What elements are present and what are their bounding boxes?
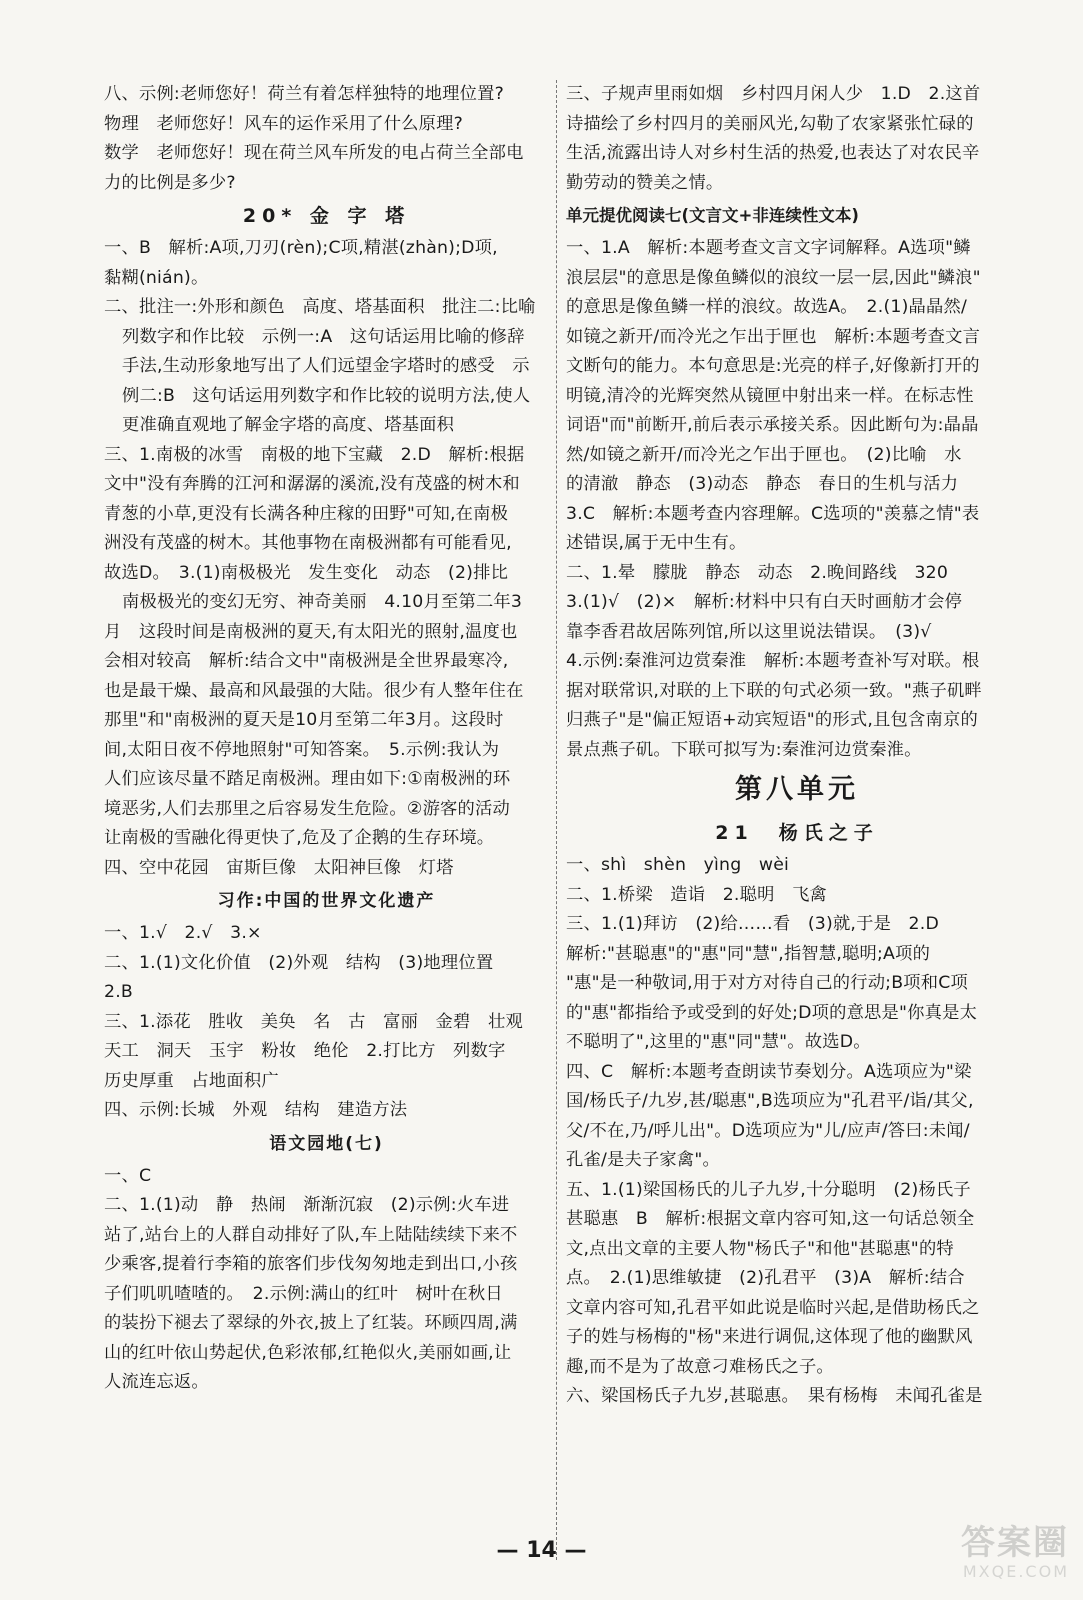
text-line: "惠"是一种敬词,用于对方对待自己的行动;B项和C项 — [566, 973, 968, 993]
text-line: 间,太阳日夜不停地照射"可知答案。 5.示例:我认为 — [104, 739, 500, 760]
text-line: 3.C 解析:本题考查内容理解。C选项的"羡慕之情"表 — [566, 503, 980, 524]
text-line: 的"惠"都指给予或受到的好处;D项的意思是"你真是太 — [566, 1002, 978, 1023]
text-line: 二、1.(1)文化价值 (2)外观 结构 (3)地理位置 — [104, 952, 494, 973]
text-line: 四、示例:长城 外观 结构 建造方法 — [104, 1100, 408, 1120]
text-line: 少乘客,提着行李箱的旅客们步伐匆匆地走到出口,小孩 — [104, 1254, 518, 1274]
text-line: 让南极的雪融化得更快了,危及了企鹅的生存环境。 — [104, 828, 495, 848]
text-line: 词语"而"前断开,前后表示承接关系。因此断句为:晶晶 — [566, 415, 979, 435]
text-line: 3.(1)√ (2)× 解析:材料中只有白天时画舫才会停 — [566, 592, 963, 612]
text-line: 也是最干燥、最高和风最强的大陆。很少有人整年住在 — [104, 680, 524, 701]
text-line: 天工 洞天 玉宇 粉妆 绝伦 2.打比方 列数字 — [104, 1041, 506, 1061]
text-line: 月 这段时间是南极洲的夏天,有太阳光的照射,温度也 — [104, 621, 518, 642]
column-divider — [556, 80, 557, 1560]
text-line: 不聪明了",这里的"惠"同"慧"。故选D。 — [566, 1032, 871, 1052]
text-line: 2.B — [104, 982, 133, 1002]
text-line: 的装扮下褪去了翠绿的外衣,披上了红装。环顾四周,满 — [104, 1313, 518, 1333]
page-number: — 14 — — [496, 1538, 587, 1563]
text-line: 一、C — [104, 1165, 152, 1186]
text-line: 境恶劣,人们去那里之后容易发生危险。②游客的活动 — [104, 798, 510, 819]
text-line: 述错误,属于无中生有。 — [566, 533, 747, 553]
text-line: 八、示例:老师您好！荷兰有着怎样独特的地理位置? — [104, 84, 504, 104]
text-line: 据对联常识,对联的上下联的句式必须一致。"燕子矶畔 — [566, 680, 982, 701]
text-line: 三、1.南极的冰雪 南极的地下宝藏 2.D 解析:根据 — [104, 444, 525, 465]
text-line: 勤劳动的赞美之情。 — [566, 172, 724, 193]
text-line: 三、1.添花 胜收 美奂 名 古 富丽 金碧 壮观 — [104, 1011, 523, 1032]
text-line: 国/杨氏子/九岁,甚/聪惠",B选项应为"孔君平/诣/其父, — [566, 1091, 974, 1111]
text-line: 会相对较高 解析:结合文中"南极洲是全世界最寒冷, — [104, 651, 509, 671]
text-line: 六、梁国杨氏子九岁,甚聪惠。 果有杨梅 未闻孔雀是 — [566, 1386, 983, 1406]
text-line: 4.示例:秦淮河边赏秦淮 解析:本题考查补写对联。根 — [566, 651, 980, 671]
text-line: 四、空中花园 宙斯巨像 太阳神巨像 灯塔 — [104, 857, 454, 878]
text-line: 力的比例是多少? — [104, 172, 236, 193]
text-line: 三、子规声里雨如烟 乡村四月闲人少 1.D 2.这首 — [566, 84, 981, 104]
text-line: 历史厚重 占地面积广 — [104, 1070, 279, 1091]
text-line: 文,点出文章的主要人物"杨氏子"和他"甚聪惠"的特 — [566, 1238, 954, 1259]
text-line: 的清澈 静态 (3)动态 静态 春日的生机与活力 — [566, 474, 959, 494]
text-line: 生活,流露出诗人对乡村生活的热爱,也表达了对农民辛 — [566, 143, 980, 163]
text-line: 子的姓与杨梅的"杨"来进行调侃,这体现了他的幽默风 — [566, 1327, 973, 1347]
section-heading: 21 杨氏之子 — [715, 822, 879, 844]
text-line: 山的红叶依山势起伏,色彩浓郁,红艳似火,美丽如画,让 — [104, 1342, 512, 1363]
text-line: 文断句的能力。本句意思是:光亮的样子,好像新打开的 — [566, 356, 980, 376]
text-line: 二、1.晕 朦胧 静态 动态 2.晚间路线 320 — [566, 562, 949, 583]
text-line: 更准确直观地了解金字塔的高度、塔基面积 — [122, 415, 455, 435]
text-line: 归燕子"是"偏正短语+动宾短语"的形式,且包含南京的 — [566, 710, 978, 730]
section-heading: 单元提优阅读七(文言文+非连续性文本) — [566, 206, 859, 225]
text-line: 青葱的小草,更没有长满各种庄稼的田野"可知,在南极 — [104, 503, 509, 524]
text-line: 例二:B 这句话运用列数字和作比较的说明方法,使人 — [122, 385, 531, 406]
text-line: 诗描绘了乡村四月的美丽风光,勾勒了农家紧张忙碌的 — [566, 113, 974, 134]
text-line: 站了,站台上的人群自动排好了队,车上陆陆续续下来不 — [104, 1224, 518, 1245]
left-column — [104, 80, 549, 1398]
text-line: 文中"没有奔腾的江河和潺潺的溪流,没有茂盛的树木和 — [104, 474, 520, 494]
text-line: 一、1.A 解析:本题考查文言文字词解释。A选项"鳞 — [566, 238, 971, 258]
text-line: 五、1.(1)梁国杨氏的儿子九岁,十分聪明 (2)杨氏子 — [566, 1179, 971, 1200]
text-line: 一、B 解析:A项,刀刃(rèn);C项,精湛(zhàn);D项, — [104, 238, 498, 258]
text-line: 趣,而不是为了故意刁难杨氏之子。 — [566, 1356, 834, 1377]
text-line: 二、1.桥梁 造诣 2.聪明 飞禽 — [566, 884, 828, 905]
text-line: 然/如镜之新开/而冷光之乍出于匣也。 (2)比喻 水 — [566, 444, 962, 465]
text-line: 二、1.(1)动 静 热闹 渐渐沉寂 (2)示例:火车进 — [104, 1195, 510, 1215]
section-heading: 习作:中国的世界文化遗产 — [217, 891, 436, 911]
text-line: 甚聪惠 B 解析:根据文章内容可知,这一句话总领全 — [566, 1209, 975, 1229]
text-line: 四、C 解析:本题考查朗读节奏划分。A选项应为"梁 — [566, 1061, 972, 1082]
text-line: 三、1.(1)拜访 (2)给……看 (3)就,于是 2.D — [566, 914, 939, 934]
text-line: 如镜之新开/而冷光之乍出于匣也 解析:本题考查文言 — [566, 326, 981, 347]
text-line: 黏糊(nián)。 — [104, 267, 209, 288]
text-line: 文章内容可知,孔君平如此说是临时兴起,是借助杨氏之 — [566, 1297, 980, 1318]
text-line: 一、shì shèn yìng wèi — [566, 855, 790, 875]
text-line: 物理 老师您好！风车的运作采用了什么原理? — [104, 113, 463, 134]
section-heading: 语文园地(七) — [269, 1133, 384, 1154]
text-line: 人们应该尽量不踏足南极洲。理由如下:①南极洲的环 — [104, 769, 511, 789]
watermark-text: 答案圈 — [961, 1523, 1069, 1563]
text-line: 数学 老师您好！现在荷兰风车所发的电占荷兰全部电 — [104, 143, 524, 163]
text-line: 一、1.√ 2.√ 3.× — [104, 923, 262, 943]
text-line: 浪层层"的意思是像鱼鳞似的浪纹一层一层,因此"鳞浪" — [566, 267, 981, 288]
text-line: 手法,生动形象地写出了人们远望金字塔时的感受 示 — [122, 356, 530, 376]
text-line: 景点燕子矶。下联可拟写为:秦淮河边赏秦淮。 — [566, 739, 922, 760]
text-line: 明镜,清冷的光辉突然从镜匣中射出来一样。在标志性 — [566, 385, 974, 406]
text-line: 洲没有茂盛的树木。其他事物在南极洲都有可能看见, — [104, 533, 512, 553]
text-line: 靠李香君故居陈列馆,所以这里说法错误。 (3)√ — [566, 621, 932, 642]
section-heading: 第八单元 — [735, 774, 859, 805]
text-line: 二、批注一:外形和颜色 高度、塔基面积 批注二:比喻 — [104, 297, 536, 317]
watermark-logo — [919, 1524, 1069, 1588]
text-line: 父/不在,乃/呼儿出"。D选项应为"儿/应声/答曰:未闻/ — [566, 1120, 970, 1141]
text-line: 南极极光的变幻无穷、神奇美丽 4.10月至第二年3 — [122, 592, 523, 612]
section-heading: 20* 金 字 塔 — [242, 205, 411, 227]
watermark-url: MXQE.COM — [962, 1562, 1069, 1581]
text-line: 那里"和"南极洲的夏天是10月至第二年3月。这段时 — [104, 710, 504, 730]
right-column — [566, 80, 1028, 1412]
text-line: 解析:"甚聪惠"的"惠"同"慧",指智慧,聪明;A项的 — [566, 943, 931, 964]
text-line: 点。 2.(1)思维敏捷 (2)孔君平 (3)A 解析:结合 — [566, 1268, 965, 1288]
text-line: 孔雀/是夫子家禽"。 — [566, 1150, 721, 1170]
text-line: 人流连忘返。 — [104, 1372, 209, 1392]
text-line: 的意思是像鱼鳞一样的浪纹。故选A。 2.(1)晶晶然/ — [566, 297, 967, 317]
text-line: 子们叽叽喳喳的。 2.示例:满山的红叶 树叶在秋日 — [104, 1283, 503, 1304]
text-line: 故选D。 3.(1)南极极光 发生变化 动态 (2)排比 — [104, 562, 509, 583]
text-line: 列数字和作比较 示例一:A 这句话运用比喻的修辞 — [122, 326, 525, 347]
